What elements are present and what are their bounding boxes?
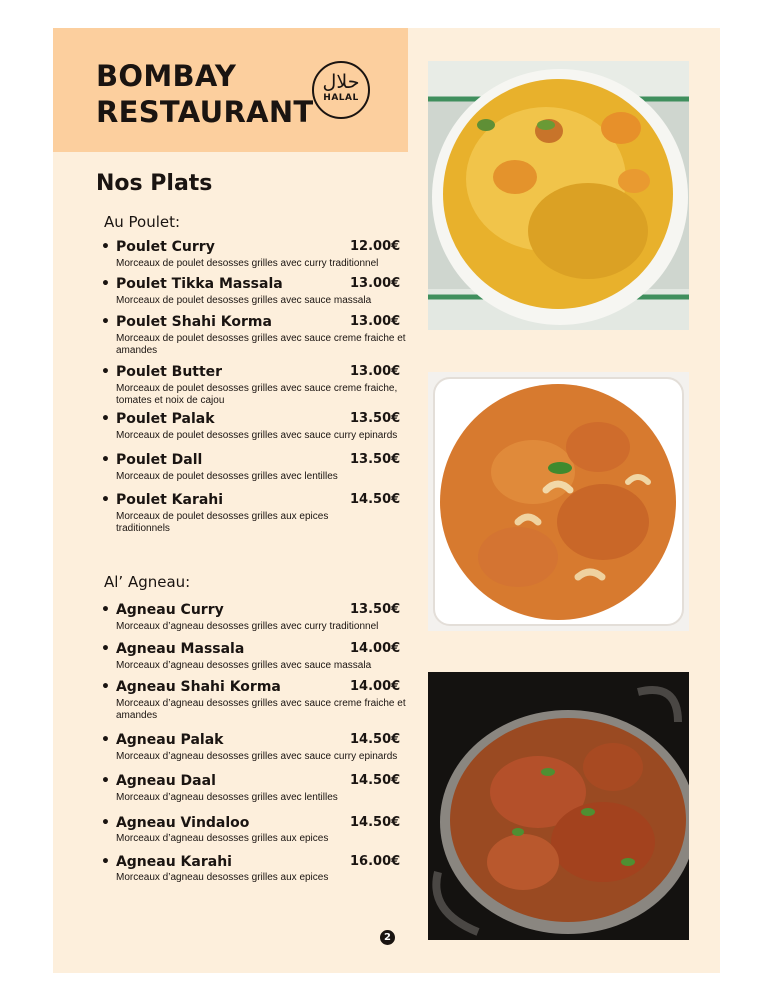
item-price: 14.00€ bbox=[350, 641, 401, 656]
halal-label: HALAL bbox=[323, 93, 359, 103]
item-description: Morceaux d’agneau desosses grilles avec lentilles bbox=[116, 792, 338, 803]
item-name: • Poulet Palak bbox=[101, 411, 215, 427]
item-price: 13.50€ bbox=[350, 411, 401, 426]
item-name: • Poulet Dall bbox=[101, 452, 202, 468]
item-description: Morceaux d’agneau desosses grilles aux epices bbox=[116, 833, 329, 844]
item-price: 13.50€ bbox=[350, 602, 401, 617]
item-name: • Agneau Karahi bbox=[101, 854, 232, 870]
brand-line-1: BOMBAY bbox=[96, 59, 237, 93]
item-name: • Agneau Palak bbox=[101, 732, 223, 748]
halal-badge-icon bbox=[312, 61, 370, 119]
item-description: Morceaux de poulet desosses grilles avec sauce curry epinards bbox=[116, 430, 398, 441]
item-name: • Agneau Daal bbox=[101, 773, 216, 789]
item-name: • Agneau Massala bbox=[101, 641, 244, 657]
item-price: 14.50€ bbox=[350, 773, 401, 788]
item-price: 13.00€ bbox=[350, 364, 401, 379]
item-price: 14.50€ bbox=[350, 815, 401, 830]
photo-lamb-karahi bbox=[428, 672, 689, 940]
item-description: Morceaux d’agneau desosses grilles aux epices bbox=[116, 872, 329, 883]
item-price: 13.00€ bbox=[350, 314, 401, 329]
item-price: 12.00€ bbox=[350, 239, 401, 254]
item-name: • Agneau Vindaloo bbox=[101, 815, 249, 831]
item-name: • Poulet Tikka Massala bbox=[101, 276, 283, 292]
item-description: Morceaux de poulet desosses grilles avec curry traditionnel bbox=[116, 258, 379, 269]
category-title-lamb: Al’ Agneau: bbox=[104, 573, 191, 591]
item-description: Morceaux de poulet desosses grilles avec sauce creme fraiche et amandes bbox=[116, 333, 406, 356]
header-panel bbox=[53, 28, 408, 152]
photo-biryani-rice bbox=[428, 61, 689, 330]
item-description: Morceaux de poulet desosses grilles avec sauce creme fraiche, tomates et noix de cajou bbox=[116, 383, 398, 406]
item-name: • Poulet Shahi Korma bbox=[101, 314, 272, 330]
photo-chicken-curry bbox=[428, 372, 689, 631]
item-name: • Poulet Curry bbox=[101, 239, 215, 255]
item-price: 14.50€ bbox=[350, 732, 401, 747]
restaurant-name bbox=[96, 58, 313, 130]
item-price: 13.50€ bbox=[350, 452, 401, 467]
item-description: Morceaux d’agneau desosses grilles avec sauce curry epinards bbox=[116, 751, 398, 762]
item-price: 13.00€ bbox=[350, 276, 401, 291]
item-description: Morceaux d’agneau desosses grilles avec curry traditionnel bbox=[116, 621, 379, 632]
halal-arabic: حلال bbox=[322, 71, 360, 93]
item-name: • Agneau Shahi Korma bbox=[101, 679, 281, 695]
item-price: 16.00€ bbox=[350, 854, 401, 869]
section-title: Nos Plats bbox=[96, 171, 213, 196]
menu-page bbox=[53, 28, 720, 973]
item-description: Morceaux d’agneau desosses grilles avec sauce massala bbox=[116, 660, 372, 671]
brand-line-2: RESTAURANT bbox=[96, 95, 314, 129]
item-name: • Poulet Butter bbox=[101, 364, 222, 380]
item-description: Morceaux de poulet desosses grilles avec sauce massala bbox=[116, 295, 372, 306]
item-name: • Poulet Karahi bbox=[101, 492, 223, 508]
item-description: Morceaux de poulet desosses grilles aux epices traditionnels bbox=[116, 511, 329, 534]
category-title-chicken: Au Poulet: bbox=[104, 213, 181, 231]
item-name: • Agneau Curry bbox=[101, 602, 224, 618]
item-price: 14.00€ bbox=[350, 679, 401, 694]
item-description: Morceaux de poulet desosses grilles avec lentilles bbox=[116, 471, 338, 482]
page-number: 2 bbox=[380, 930, 395, 945]
item-description: Morceaux d’agneau desosses grilles avec sauce creme fraiche et amandes bbox=[116, 698, 406, 721]
item-price: 14.50€ bbox=[350, 492, 401, 507]
